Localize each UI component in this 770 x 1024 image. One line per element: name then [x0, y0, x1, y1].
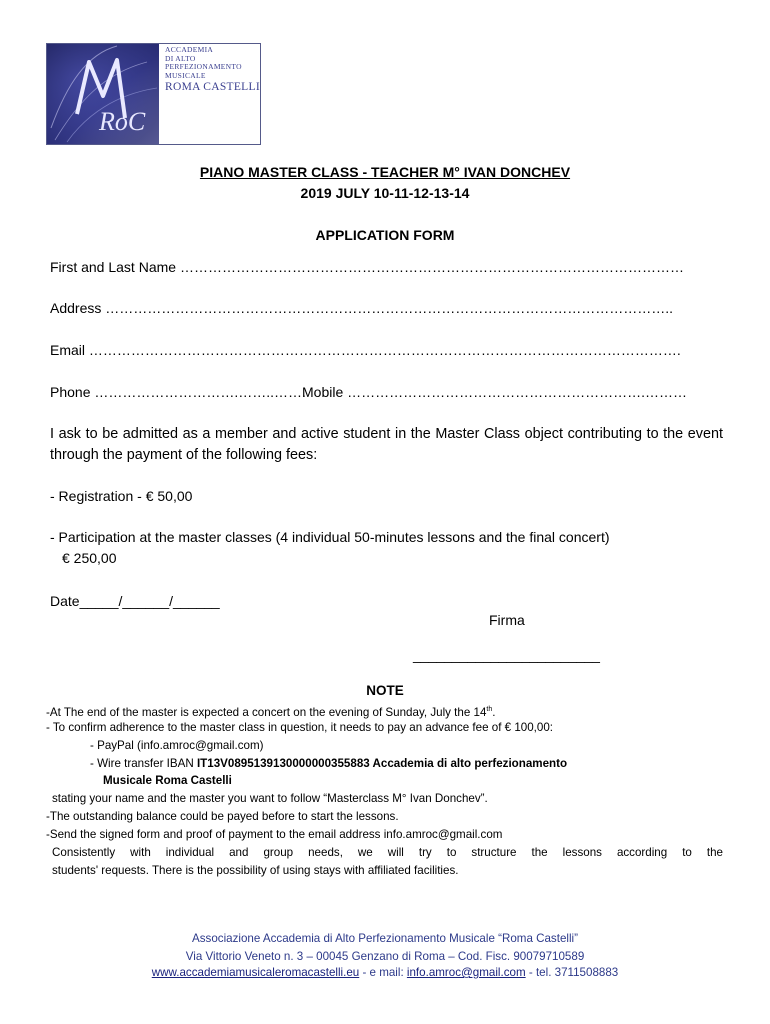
footer-association: Associazione Accademia di Alto Perfezionamento Musicale “Roma Castelli”: [192, 932, 578, 945]
note-line-stays: students' requests. There is the possibility of using stays with affiliated facilities.: [52, 864, 459, 877]
participation-fee-amount: € 250,00: [62, 550, 117, 566]
logo-line-2: DI ALTO: [165, 53, 196, 63]
phone-field[interactable]: Phone ………………………….……..…….: [50, 384, 306, 400]
registration-fee: - Registration - € 50,00: [50, 488, 193, 504]
note-heading: NOTE: [366, 683, 404, 698]
note-line-concert: -At The end of the master is expected a concert on the evening of Sunday, July the 14th.: [46, 705, 496, 719]
page-title: PIANO MASTER CLASS - TEACHER M° IVAN DONCHEV: [199, 164, 571, 180]
email-field[interactable]: Email ……………………………………………………………………………………………………………….: [50, 342, 681, 358]
address-field[interactable]: Address …………………………………………………………………………………………………………..: [50, 300, 674, 316]
footer-address: Via Vittorio Veneto n. 3 – 00045 Genzano di Roma – Cod. Fisc. 90079710589: [185, 950, 585, 963]
note-line-paypal: - PayPal (info.amroc@gmail.com): [90, 739, 264, 752]
signature-label: Firma: [489, 612, 525, 628]
note-line-bank-holder: Musicale Roma Castelli: [103, 774, 232, 787]
phone-number: - tel. 3711508883: [525, 966, 619, 979]
note-line-needs: Consistently with individual and group needs, we will try to structure the lessons according to the: [52, 846, 723, 859]
logo-line-5: ROMA CASTELLI: [165, 81, 260, 93]
email-label: - e mail:: [359, 966, 407, 979]
email-link[interactable]: info.amroc@gmail.com: [406, 966, 526, 979]
admission-request: I ask to be admitted as a member and active student in the Master Class object contributing to the event through the payment of the following fees:: [50, 426, 723, 463]
signature-line[interactable]: ________________________: [413, 647, 600, 663]
mobile-field[interactable]: Mobile ……………………………………………………….………: [302, 384, 688, 400]
note-line-send-form: -Send the signed form and proof of payment to the email address info.amroc@gmail.com: [46, 828, 503, 841]
note-line-balance: -The outstanding balance could be payed before to start the lessons.: [46, 810, 399, 823]
event-dates: 2019 JULY 10-11-12-13-14: [300, 185, 470, 201]
note-line-advance-fee: - To confirm adherence to the master class in question, it needs to pay an advance fee of € 100,00:: [46, 721, 553, 734]
logo-emblem-icon: [47, 44, 260, 144]
note-line-reference: stating your name and the master you want to follow “Masterclass M° Ivan Donchev”.: [52, 792, 488, 805]
logo-line-1: ACCADEMIA: [165, 45, 214, 54]
logo-line-3: PERFEZIONAMENTO: [165, 62, 242, 72]
footer-contacts: [0, 966, 770, 979]
logo-line-4: MUSICALE: [165, 70, 206, 80]
note-line-iban: - Wire transfer IBAN IT13V0895139130000000355883 Accademia di alto perfezionamento: [90, 757, 568, 770]
participation-fee-text: - Participation at the master classes (4 individual 50-minutes lessons and the final concert): [50, 529, 610, 545]
form-title: APPLICATION FORM: [315, 227, 455, 243]
name-field[interactable]: First and Last Name ………………………………………………………………………………………………: [50, 259, 684, 275]
svg-text:RoC: RoC: [99, 107, 146, 136]
academy-logo: [46, 43, 261, 145]
website-link[interactable]: www.accademiamusicaleromacastelli.eu: [151, 966, 360, 979]
date-field[interactable]: Date_____/______/______: [50, 593, 220, 609]
